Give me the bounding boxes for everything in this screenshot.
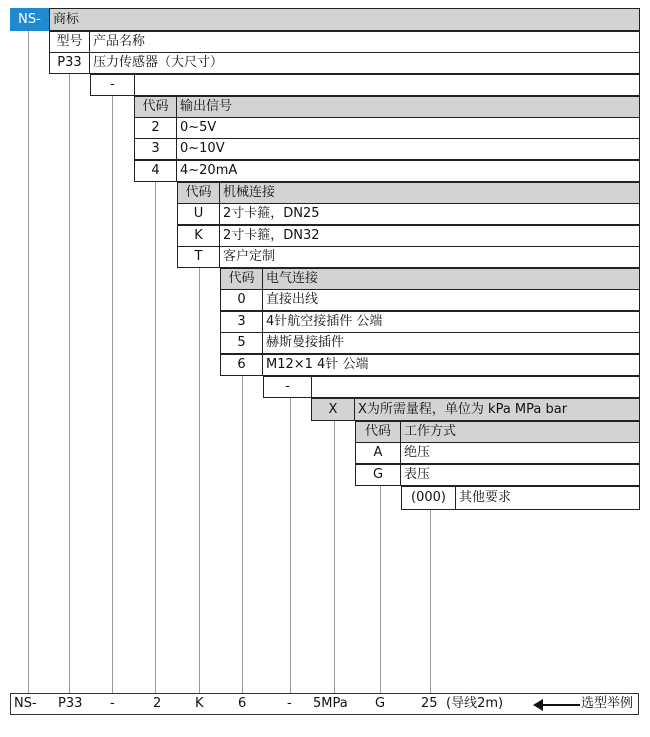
- mode-code: G: [355, 464, 401, 486]
- example-part-mechanical: K: [195, 696, 204, 711]
- electrical-code: 3: [220, 311, 263, 333]
- guide-line-brand: [28, 30, 29, 693]
- separator-dash: -: [90, 74, 135, 96]
- output-name: 4~20mA: [176, 160, 640, 182]
- example-part-mode: G: [375, 696, 386, 711]
- model-code: P33: [49, 52, 90, 74]
- model-name-header: 产品名称: [89, 31, 640, 53]
- example-part-range: 5MPa: [313, 696, 348, 711]
- electrical-name-header: 电气连接: [262, 268, 640, 290]
- guide-line-model: [69, 73, 70, 693]
- electrical-code-header: 代码: [220, 268, 263, 290]
- example-part-electrical: 6: [238, 696, 247, 711]
- mechanical-code-header: 代码: [177, 182, 220, 204]
- guide-line-other: [430, 509, 431, 693]
- mechanical-name: 2寸卡箍，DN32: [219, 225, 640, 247]
- brand-code: NS-: [10, 8, 49, 31]
- example-part-model: P33: [58, 696, 83, 711]
- mode-name: 绝压: [400, 442, 640, 464]
- example-part-brand: NS-: [14, 696, 37, 711]
- output-name: 0~10V: [176, 138, 640, 160]
- example-strip: [10, 693, 639, 715]
- range-code: X: [311, 398, 355, 421]
- mode-code-header: 代码: [355, 421, 401, 443]
- output-code: 2: [134, 117, 177, 139]
- model-code-header: 型号: [49, 31, 90, 53]
- range-description: X为所需量程，单位为 kPa MPa bar: [354, 398, 640, 421]
- guide-line-range: [334, 419, 335, 693]
- guide-line-dash: [112, 95, 113, 693]
- mechanical-code: T: [177, 246, 220, 268]
- example-cable-length: (导线2m): [446, 696, 504, 711]
- guide-line-dash2: [290, 397, 291, 693]
- mode-name: 表压: [400, 464, 640, 486]
- mechanical-name: 客户定制: [219, 246, 640, 268]
- mechanical-name: 2寸卡箍，DN25: [219, 203, 640, 225]
- separator-bar: [311, 376, 640, 398]
- example-label: 选型举例: [581, 696, 634, 711]
- electrical-name: 赫斯曼接插件: [262, 332, 640, 354]
- guide-line-electrical: [242, 375, 243, 693]
- output-code: 4: [134, 160, 177, 182]
- output-code: 3: [134, 138, 177, 160]
- example-part-dash: -: [287, 696, 292, 711]
- model-name: 压力传感器（大尺寸）: [89, 52, 640, 74]
- other-code: (000): [401, 486, 456, 510]
- separator-dash: -: [263, 376, 312, 398]
- electrical-name: 4针航空接插件 公端: [262, 311, 640, 333]
- output-name-header: 输出信号: [176, 96, 640, 118]
- electrical-code: 0: [220, 289, 263, 311]
- output-code-header: 代码: [134, 96, 177, 118]
- guide-line-mechanical: [199, 267, 200, 693]
- arrow-shaft: [541, 704, 580, 706]
- mechanical-code: K: [177, 225, 220, 247]
- mode-name-header: 工作方式: [400, 421, 640, 443]
- mode-code: A: [355, 442, 401, 464]
- example-part-output: 2: [153, 696, 162, 711]
- mechanical-code: U: [177, 203, 220, 225]
- guide-line-mode: [380, 486, 381, 693]
- example-part-other: 25: [421, 696, 438, 711]
- electrical-name: M12×1 4针 公端: [262, 354, 640, 376]
- electrical-name: 直接出线: [262, 289, 640, 311]
- output-name: 0~5V: [176, 117, 640, 139]
- guide-line-output: [155, 181, 156, 693]
- electrical-code: 6: [220, 354, 263, 376]
- example-part-dash: -: [110, 696, 115, 711]
- mechanical-name-header: 机械连接: [219, 182, 640, 204]
- other-name: 其他要求: [455, 486, 640, 510]
- brand-label: 商标: [49, 8, 640, 31]
- electrical-code: 5: [220, 332, 263, 354]
- separator-bar: [134, 74, 640, 96]
